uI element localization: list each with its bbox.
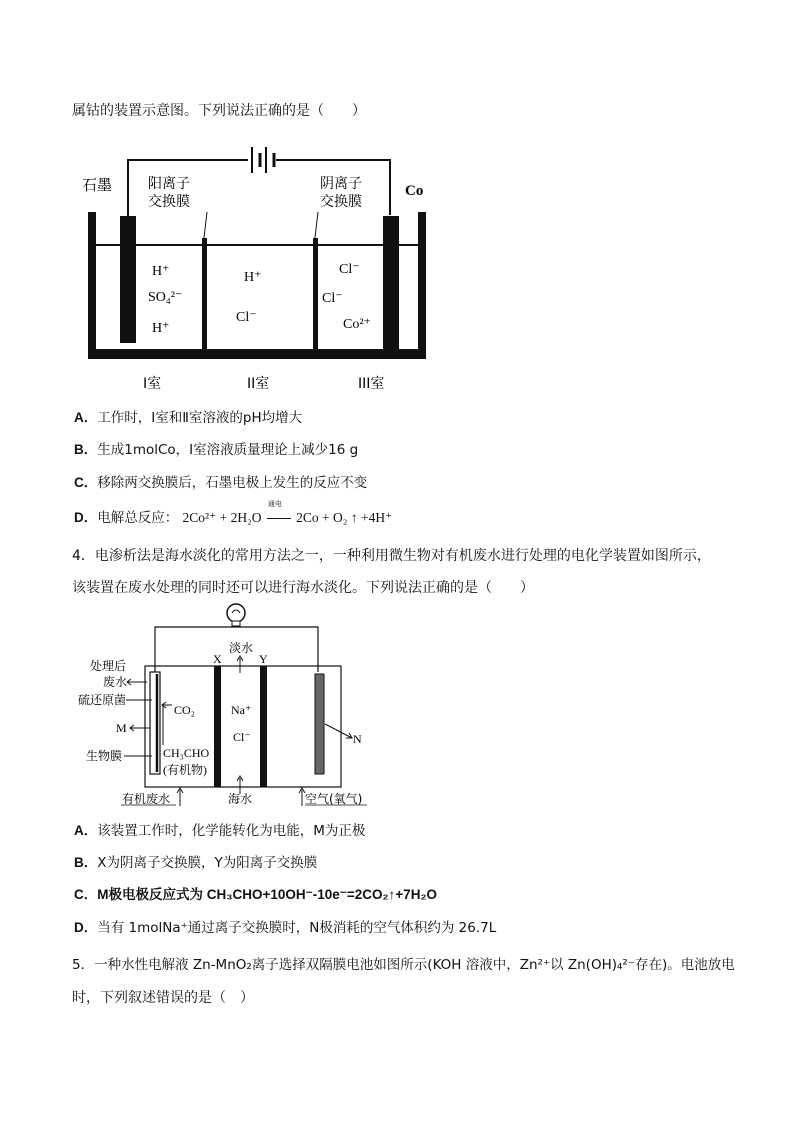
q3-option-c[interactable]: C．移除两交换膜后，石墨电极上发生的反应不变 xyxy=(74,475,368,491)
sodium-ion: Na⁺ xyxy=(231,703,252,717)
cobalt-label: Co xyxy=(405,183,424,199)
cobalt-electrode xyxy=(383,216,399,349)
q3-option-b[interactable]: B．生成1molCo，Ⅰ室溶液质量理论上减少16 g xyxy=(74,442,359,458)
anion-membrane-label-2: 交换膜 xyxy=(320,194,362,210)
anion-membrane xyxy=(313,238,318,349)
q4-line2: 该装置在废水处理的同时还可以进行海水淡化。下列说法正确的是（ ） xyxy=(72,580,534,596)
figure-microbial-cell xyxy=(0,600,794,820)
membrane-x-label: X xyxy=(213,652,222,666)
cation-membrane-label-2: 交换膜 xyxy=(148,194,190,210)
q3-option-a[interactable]: A．工作时，Ⅰ室和Ⅱ室溶液的pH均增大 xyxy=(74,410,303,426)
reaction-arrow: 通电 xyxy=(266,508,292,528)
air-label: 空气(氧气) xyxy=(305,792,363,806)
ch3cho-label: CH₃CHO xyxy=(163,746,210,760)
room2-ion-h: H⁺ xyxy=(244,270,262,285)
room3-ion-cl2: Cl⁻ xyxy=(322,291,343,306)
room1-ion-h: H⁺ xyxy=(152,264,170,279)
biofilm-label: 生物膜 xyxy=(86,749,123,763)
room1-ion-h2: H⁺ xyxy=(152,321,170,336)
membrane-x xyxy=(214,666,221,787)
organic-label: (有机物) xyxy=(163,763,207,777)
bacteria-label: 硫还原菌 xyxy=(78,693,127,707)
battery-icon xyxy=(252,147,274,173)
q5-line2: 时，下列叙述错误的是（ ） xyxy=(72,990,254,1006)
electrolysis-tank xyxy=(88,212,426,359)
electrode-n-label: N xyxy=(353,732,362,746)
cation-membrane-label: 阳离子 xyxy=(148,176,190,192)
graphite-label: 石墨 xyxy=(82,176,113,194)
room3-ion-co: Co²⁺ xyxy=(343,317,371,332)
co2-label: CO₂ xyxy=(174,703,195,717)
q3-option-d[interactable]: D．电解总反应： 2Co²⁺ + 2H₂O 通电 2Co + O₂ ↑ +4H⁺ xyxy=(74,500,393,526)
chloride-ion: Cl⁻ xyxy=(233,730,251,744)
electrode-m-label: M xyxy=(116,721,127,735)
equation-reactants: 2Co²⁺ + 2H₂O xyxy=(182,510,262,525)
equation-products: 2Co + O₂ ↑ +4H⁺ xyxy=(296,510,393,525)
room2-label: II室 xyxy=(247,376,270,392)
treated-waste-label: 处理后 xyxy=(90,659,127,673)
room3-label: III室 xyxy=(358,376,385,392)
q4-option-d[interactable]: D．当有 1molNa⁺通过离子交换膜时，N极消耗的空气体积约为 26.7L xyxy=(74,920,497,936)
q4-option-c[interactable]: C．M极电极反应式为 CH₃CHO+10OH⁻-10e⁻=2CO₂↑+7H₂O xyxy=(74,887,437,902)
membrane-y-label: Y xyxy=(259,652,268,666)
electrode-m xyxy=(150,672,160,774)
figure-electrolysis-cell xyxy=(0,140,794,400)
lightbulb-icon xyxy=(227,604,245,626)
membrane-y xyxy=(260,666,267,787)
q4-option-b[interactable]: B．X为阴离子交换膜，Y为阳离子交换膜 xyxy=(74,855,318,871)
room1-ion-so4: SO₄²⁻ xyxy=(148,290,183,305)
q4-option-a[interactable]: A．该装置工作时，化学能转化为电能，M为正极 xyxy=(74,823,366,839)
intro-line: 属钴的装置示意图。下列说法正确的是（ ） xyxy=(72,103,366,119)
graphite-electrode xyxy=(120,216,136,343)
room2-ion-cl: Cl⁻ xyxy=(236,310,257,325)
room1-label: I室 xyxy=(143,376,162,392)
room3-ion-cl: Cl⁻ xyxy=(339,262,360,277)
seawater-label: 海水 xyxy=(228,792,253,806)
fresh-water-label: 淡水 xyxy=(229,641,254,655)
anion-membrane-label: 阴离子 xyxy=(320,176,362,192)
q5-line1: 5．一种水性电解液 Zn-MnO₂离子选择双隔膜电池如图所示(KOH 溶液中，Zn²⁺以 Zn(OH)₄²⁻存在)。电池放电 xyxy=(72,957,735,973)
q4-line1: 4．电渗析法是海水淡化的常用方法之一，一种利用微生物对有机废水进行处理的电化学装置如图所示， xyxy=(72,548,711,564)
organic-waste-label: 有机废水 xyxy=(122,792,171,806)
electrode-n xyxy=(315,674,324,774)
cation-membrane xyxy=(202,238,207,349)
treated-waste-label-2: 废水 xyxy=(103,675,128,689)
